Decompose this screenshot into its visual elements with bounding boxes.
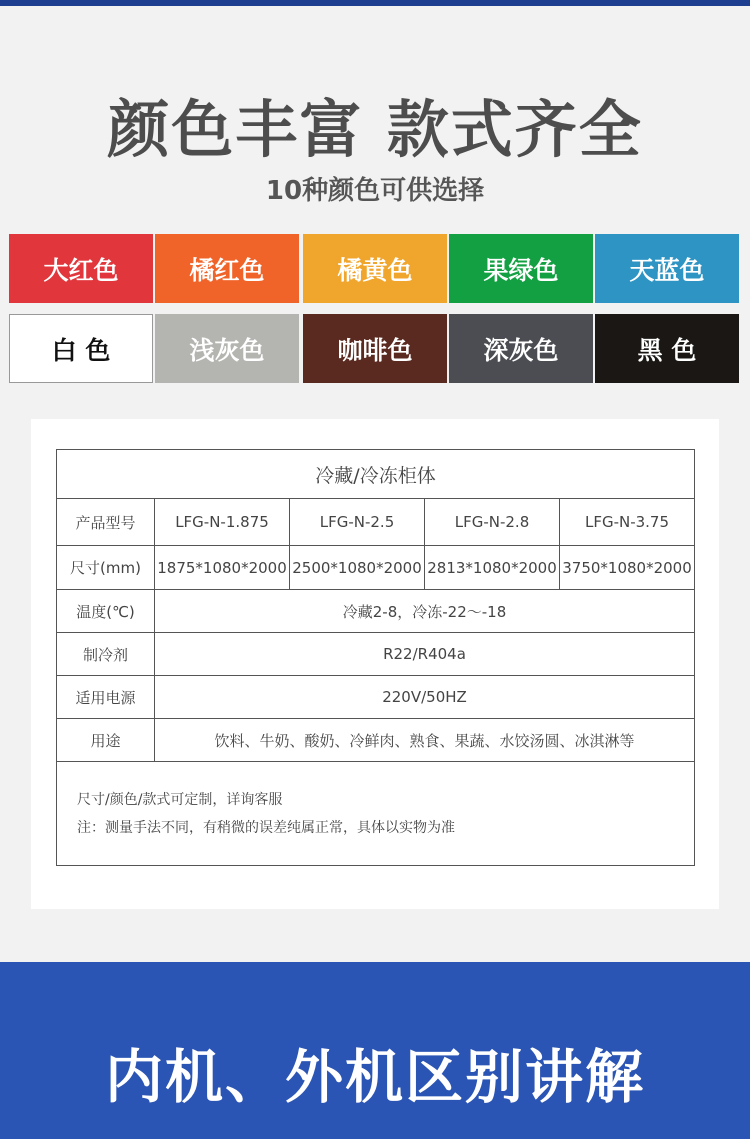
- table-cell: LFG-N-1.875: [155, 499, 290, 546]
- row-label: 制冷剂: [57, 633, 155, 676]
- swatch-label: 咖啡色: [337, 335, 413, 365]
- table-cell: R22/R404a: [155, 633, 695, 676]
- color-swatch: [303, 234, 447, 303]
- table-cell: 3750*1080*2000: [560, 546, 695, 590]
- row-label: 适用电源: [57, 676, 155, 719]
- color-swatch: [595, 234, 739, 303]
- table-row: [57, 676, 695, 719]
- note-measurement: 注：测量手法不同，有稍微的误差纯属正常，具体以实物为准: [77, 819, 455, 836]
- table-cell: 1875*1080*2000: [155, 546, 290, 590]
- page-title: 颜色丰富 款式齐全: [107, 93, 643, 166]
- swatch-label: 浅灰色: [189, 335, 265, 365]
- table-row: [57, 633, 695, 676]
- table-cell: LFG-N-3.75: [560, 499, 695, 546]
- table-row: [57, 590, 695, 633]
- swatch-label: 果绿色: [483, 255, 559, 285]
- table-title: 冷藏/冷冻柜体: [57, 450, 695, 499]
- color-swatch: [9, 314, 153, 383]
- table-cell: 2500*1080*2000: [290, 546, 425, 590]
- notes-cell: [57, 762, 695, 866]
- table-row: [57, 719, 695, 762]
- spec-table: [56, 449, 695, 866]
- row-label: 温度(℃): [57, 590, 155, 633]
- table-row: [57, 499, 695, 546]
- footer-title: 内机、外机区别讲解: [104, 1043, 645, 1111]
- table-cell: LFG-N-2.5: [290, 499, 425, 546]
- swatch-label: 橘黄色: [337, 255, 413, 285]
- swatch-label: 深灰色: [483, 335, 559, 365]
- table-row: [57, 762, 695, 866]
- color-swatch: [155, 234, 299, 303]
- page-subtitle: 10种颜色可供选择: [265, 176, 485, 206]
- table-cell: 冷藏2-8，冷冻-22～-18: [155, 590, 695, 633]
- color-swatch: [449, 234, 593, 303]
- color-swatch: [155, 314, 299, 383]
- color-swatch: [9, 234, 153, 303]
- swatch-label: 白 色: [51, 335, 111, 365]
- color-swatch: [595, 314, 739, 383]
- swatch-label: 天蓝色: [629, 255, 705, 285]
- color-swatch: [449, 314, 593, 383]
- table-row: [57, 546, 695, 590]
- swatch-label: 黑 色: [637, 335, 697, 365]
- table-cell: LFG-N-2.8: [425, 499, 560, 546]
- row-label: 用途: [57, 719, 155, 762]
- color-swatch: [303, 314, 447, 383]
- swatch-label: 橘红色: [189, 255, 265, 285]
- table-cell: 2813*1080*2000: [425, 546, 560, 590]
- table-cell: 饮料、牛奶、酸奶、冷鲜肉、熟食、果蔬、水饺汤圆、冰淇淋等: [155, 719, 695, 762]
- top-accent-bar: [0, 0, 750, 6]
- swatch-label: 大红色: [43, 255, 119, 285]
- note-customization: 尺寸/颜色/款式可定制，详询客服: [77, 791, 283, 808]
- row-label: 尺寸(mm): [57, 546, 155, 590]
- row-label: 产品型号: [57, 499, 155, 546]
- table-cell: 220V/50HZ: [155, 676, 695, 719]
